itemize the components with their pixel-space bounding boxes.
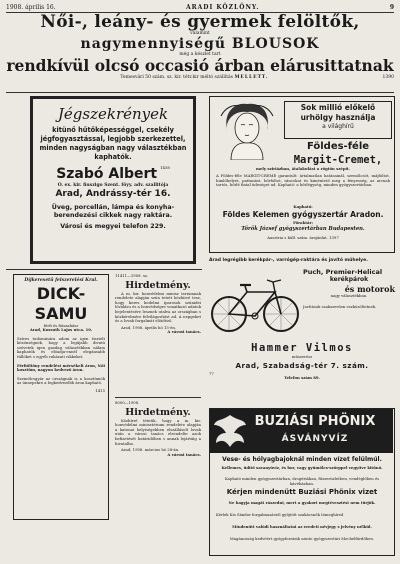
banner-line3: rendkívül olcsó occasió árban elárusittatnak <box>6 56 394 75</box>
notice2-body2: Arad, 1908. március hó 28-án. <box>121 447 180 453</box>
woman-portrait-illustration <box>213 100 281 160</box>
dick-para3: Szemölcsgyár az országnak is a kosztümök az ünnepekre a legkedvezőbb áron kapható. <box>17 375 105 386</box>
buz-sub: ÁSVÁNYVÍZ <box>281 434 349 444</box>
dick-sub2: Arad, Kossuth Lajos utca. 10. <box>29 327 93 333</box>
bike-name-sub: műszerész <box>291 354 313 359</box>
banner-line4-name: MELLETT. <box>234 75 269 80</box>
margit-top2: urhölgy használja <box>300 113 376 122</box>
margit-raktar: Főraktár: <box>293 220 313 225</box>
dick-samu-ad <box>13 274 109 520</box>
banner-line4 <box>6 75 394 81</box>
banner-line1: Női-, leány- és gyermek felöltők, <box>40 12 360 32</box>
buz-line6: Kérlek Kis Sándor forgalmazástól gyűjtött szakácsnők tömeghíred <box>216 512 344 517</box>
bicycle-illustration <box>209 268 301 338</box>
bicycle-ad <box>209 258 395 413</box>
buz-header-band <box>210 409 393 453</box>
header-date: 1908. április 16. <box>6 4 56 11</box>
dick-top: Díjkeresetű felszerelési Kral. <box>24 278 98 283</box>
jegszekreny-ad <box>30 96 196 264</box>
banner-line4-num: 1390 <box>382 75 394 80</box>
buz-line5: Ne hagyja magát rászedni, mert a gyakori megtévesztést nem tűrjük. <box>228 500 376 505</box>
jeg-desc: kitünő hűtőképességgel, csekély jégfogyasztással, legjobb szerkezettel, minden nagyságban nagy választékban kaphatók. <box>39 126 187 161</box>
buz-line8: Magánosság kedvéért gyógyforrásik szinte gyógyszertári Mechelfürdőben. <box>229 536 375 541</box>
jeg-line2: Arad, Andrássy-tér 16. <box>55 188 171 199</box>
jeg-line1: O. ex. kir. fiuszigo Szent. föyy. adv. szallitója <box>57 183 169 188</box>
bike-right1: Javítások szakszerűen eszközöltetnek. <box>303 303 377 309</box>
margit-top3: a világhírű <box>322 123 354 130</box>
notice1-sign: A városi tanács. <box>167 329 201 335</box>
margit-kaphato: Kapható: <box>293 204 313 209</box>
notice2-title: Hirdetmény. <box>125 406 191 418</box>
bike-addr: Arad, Szabadság-tér 7. szám. <box>235 361 369 370</box>
margit-caption: mely sziriázban, átalakulást a rögtön szépít. <box>255 166 351 171</box>
notice-2 <box>115 401 201 521</box>
banner-ad <box>6 13 394 91</box>
notice2-body: Közhírré tétetik, hogy a m. kir. honvédelmi minisztérium rendelete alapján a katonai helyiségekben elszállásolt lovak után a városi tanács elrendelte azok befizetését határidőben s annak lejártáig a hivatalba. <box>115 417 201 446</box>
rule <box>6 92 394 93</box>
notice2-num: 8000—1908. <box>115 400 140 405</box>
bike-brand-block <box>303 268 395 309</box>
jeg-line3: Üveg, porcellán, lámpa és konyha-berendezési cikkek nagy raktára. <box>51 203 175 219</box>
margit-brand1: Földes-féle <box>306 141 370 152</box>
bike-sub2: nagy választékban. <box>330 293 368 298</box>
margit-raktar2: Török József gyógyszertárban Budapesten. <box>241 226 365 232</box>
jeg-code: 1458 <box>160 165 170 170</box>
buz-line3: Kapható minden gyógyszertárban, drogériában, fűszerüzletben, vendéglőben és kávéházban. <box>224 476 380 486</box>
buz-title: BUZIÁSI PHÖNIX <box>254 414 376 429</box>
buz-line7: Mindenütt valódi használtatni az eredeti névjegy s jelvény nélkül. <box>232 524 372 529</box>
buziasi-phonix-ad <box>209 408 395 556</box>
header-page-number: 9 <box>389 4 394 11</box>
jeg-name: Szabó Albert <box>56 166 158 182</box>
margit-footer: Ausztria s külf. szám. árajánlat. 1397 <box>267 235 339 240</box>
buz-line2: Kellemes, üdítő savanyúvíz, és bor, vagy gyümölcs-szörppel vegyítve kitűnő. <box>221 465 383 470</box>
banner-line2: nagymennyiségű BLOUSOK <box>80 36 320 52</box>
dick-para1: Szíves tudomására adom az igen tisztelt közönségnek, hogy a legújabb divatú szövetek igen gazdag választékban nálam kaphatók és előadja-ennél elegánsabb tüllöket s egyéb ruházati cikkeket. <box>17 335 105 360</box>
margit-maker: Földes Kelemen gyógyszertár Aradon. <box>222 210 384 219</box>
margit-top-box <box>284 101 392 139</box>
bike-phone: Telefon szám 89. <box>284 375 320 380</box>
banner-line2-sub: még a készlet tart <box>179 52 221 57</box>
notice1-body2: Arad, 1908. április hó 15-én. <box>121 324 177 330</box>
jeg-line4: Városi és megyei telefon 229. <box>60 222 166 230</box>
dick-para2: Férfiöltöny rendelést mérsékelt áron, Női kosztüm, nagyon kedvező áron. <box>17 362 105 373</box>
banner-line1-sub: valamint <box>190 31 210 36</box>
notice1-num: 11411—1908. sz. <box>115 273 149 278</box>
notice1-title: Hirdetmény. <box>125 279 191 291</box>
dick-num: 1415 <box>95 388 105 394</box>
dick-sub1: férfi és fiúszabász <box>43 322 79 328</box>
notice-1 <box>115 274 201 394</box>
margit-creme-ad <box>209 96 395 253</box>
bike-brand2: kerékpárok <box>329 276 369 283</box>
bike-num: 77 <box>209 371 214 376</box>
jeg-title: Jégszekrények <box>57 105 169 123</box>
bike-name: Hammer Vilmos <box>251 342 353 354</box>
rule <box>6 269 202 270</box>
jeg-name-row <box>38 166 188 183</box>
margit-body: A Földes-féle MARGIT-CREME garantult: ártalmatlan hatásainál, szemölcsöt, májfoltot, himlőhelyet, pattanást, bőrfoltot, ráncokat és kiméntető meg a fényesség, az arcnak tartós, bőrlé fiatal üdeséget ad. Kapható: a bőrlégység, minden gyógyszertárban. <box>216 173 390 188</box>
margit-top1: Sok millió előkelő <box>300 103 376 112</box>
notice1-body: A m. kir. honvédelmi minisz teriumnak rendelete alapján szün tetett közhírré tesz, hogy keres kedelmi iparosok szünidei lóválásu és a honvédségre vonatkozó adatok bejelentésére lesznek utalva az országban s közkérelmére felvilágosítást ad. A nepgeket és a lovak forgalmát elöidéző. <box>115 290 201 324</box>
rule <box>115 397 201 398</box>
buz-line4: Kérjen mindenütt Buziási Phönix vizet <box>226 488 378 496</box>
margit-brand2: Margit-Cremet, <box>293 154 383 166</box>
dick-name: DICK-SAMU <box>34 283 88 323</box>
banner-line4-pre: Temesvári 50 szám. sz. kir. tétr.kir méltó szállítás <box>120 75 233 80</box>
bike-sub: és motorok <box>344 284 395 294</box>
bike-top: Arad legrégibb kerékpár-, varrógép-raktára és javító műhelye. <box>209 258 368 263</box>
notice2-sign: A városi tanács. <box>167 451 201 457</box>
bike-brand: Puch, Premier-Helical <box>303 268 383 276</box>
buz-line1: Vese- és hólyagbajoknál minden vízet felülmúl. <box>222 456 382 463</box>
header-title: ARADI KÖZLÖNY. <box>185 4 260 11</box>
